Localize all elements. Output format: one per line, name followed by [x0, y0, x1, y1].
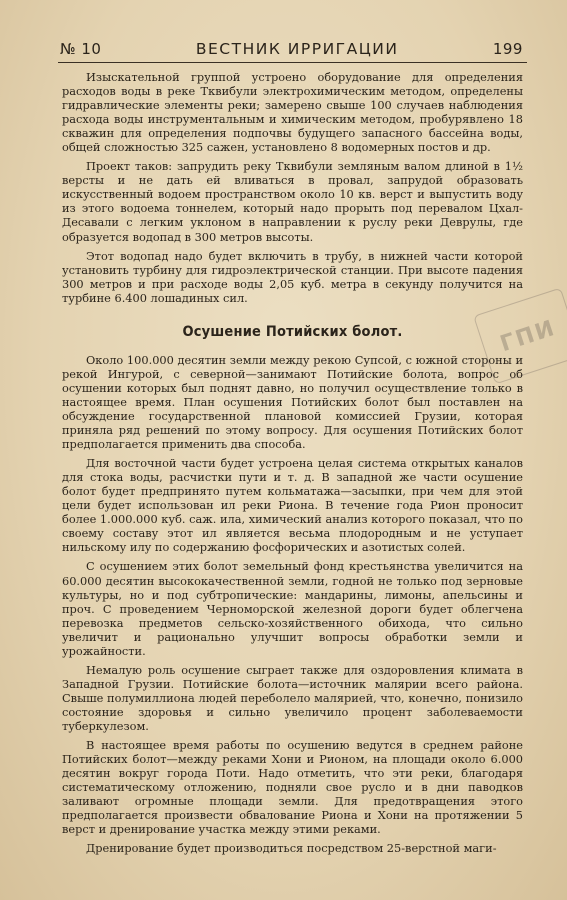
- paragraph: Изыскательной группой устроено оборудование для определения расходов воды в реке Тквибули электрохимическим методом, определены гидравлические элементы реки; замерено свыше 100 случаев наблюдения расхода воды инструментальным и химическим методом, пробурявлено 18 скважин для определения подпочвы будущего запасного бассейна воды, общей сложностью 325 сажен, установлено 8 водомерных постов и др.: [62, 70, 523, 155]
- paragraph: Дренирование будет производиться посредством 25-верстной маги-: [86, 841, 497, 856]
- paragraph: Немалую роль осушение сыграет также для оздоровления климата в Западной Грузии. Потийские болота—источник малярии всего района. Свыше полумиллиона людей переболело малярией, что, конечно, понизило состояние здоровья и сильно увеличило процент заболеваемости туберкулезом.: [62, 662, 523, 733]
- header-rule: [58, 62, 527, 63]
- issue-number: № 10: [60, 40, 102, 58]
- paragraph: Проект таков: запрудить реку Тквибули земляным валом длиной в 1½ версты и не дать ей вливаться в провал, запрудой образовать искусственный водоем пространством около 10 кв. верст и выпустить воду из этого водоема тоннелем, который надо прорыть под перевалом Цхал-Десавали с легким уклоном в направлении к руслу реки Деврулы, где образуется водопад в 300 метров высоты.: [62, 159, 523, 244]
- journal-title: ВЕСТНИК ИРРИГАЦИИ: [195, 40, 399, 58]
- library-stamp: ГПИ: [473, 288, 567, 385]
- paragraph: В настоящее время работы по осушению ведутся в среднем районе Потийских болот—между реками Хони и Рионом, на площади около 6.000 десятин вокруг города Поти. Надо отметить, что эти реки, благодаря систематическому отложению, подняли свое русло и в дни паводков заливают огромные площади земли. Для предотвращения этого предполагается произвести обвалование Риона и Хони на протяжении 5 верст и дренирование участка между этими реками.: [62, 738, 523, 837]
- section-heading: Осушение Потийских болот.: [182, 323, 403, 340]
- article-body: [62, 70, 523, 860]
- paragraph: Для восточной части будет устроена целая система открытых каналов для стока воды, расчистки пути и т. д. В западной же части осушение болот будет предпринято путем кольматажа—засыпки, при чем для этой цели будет использован ил реки Риона. В течение года Рион проносит более 1.000.000 куб. саж. ила, химический анализ которого показал, что по своему составу этот ил является весьма плодородным и не уступает нильскому илу по содержанию фосфорических и азотистых солей.: [62, 456, 523, 555]
- paragraph: С осушением этих болот земельный фонд крестьянства увеличится на 60.000 десятин высококачественной земли, годной не только под зерновые культуры, но и под субтропические: мандарины, лимоны, апельсины и проч. С проведением Черноморской железной дороги будет облегчена перевозка предметов сельско-хозяйственного обихода, что сильно увеличит и рационально улучшит вопросы обработки земли и урожайности.: [62, 559, 523, 658]
- paragraph: Этот водопад надо будет включить в трубу, в нижней части которой установить турбину для гидроэлектрической станции. При высоте падения 300 метров и при расходе воды 2,05 куб. метра в секунду получится на турбине 6.400 лошадиных сил.: [62, 248, 523, 305]
- paragraph: Около 100.000 десятин земли между рекою Супсой, с южной стороны и рекой Ингурой, с северной—занимают Потийские болота, вопрос об осушении которых был поднят давно, но получил осуществление только в настоящее время. План осушения Потийских болот был поставлен на обсуждение государственной плановой комиссией Грузии, которая приняла ряд решений по этому вопросу. Для осушения Потийских болот предполагается применить два способа.: [62, 352, 523, 452]
- page-header: [60, 40, 523, 64]
- page-number: 199: [492, 40, 523, 58]
